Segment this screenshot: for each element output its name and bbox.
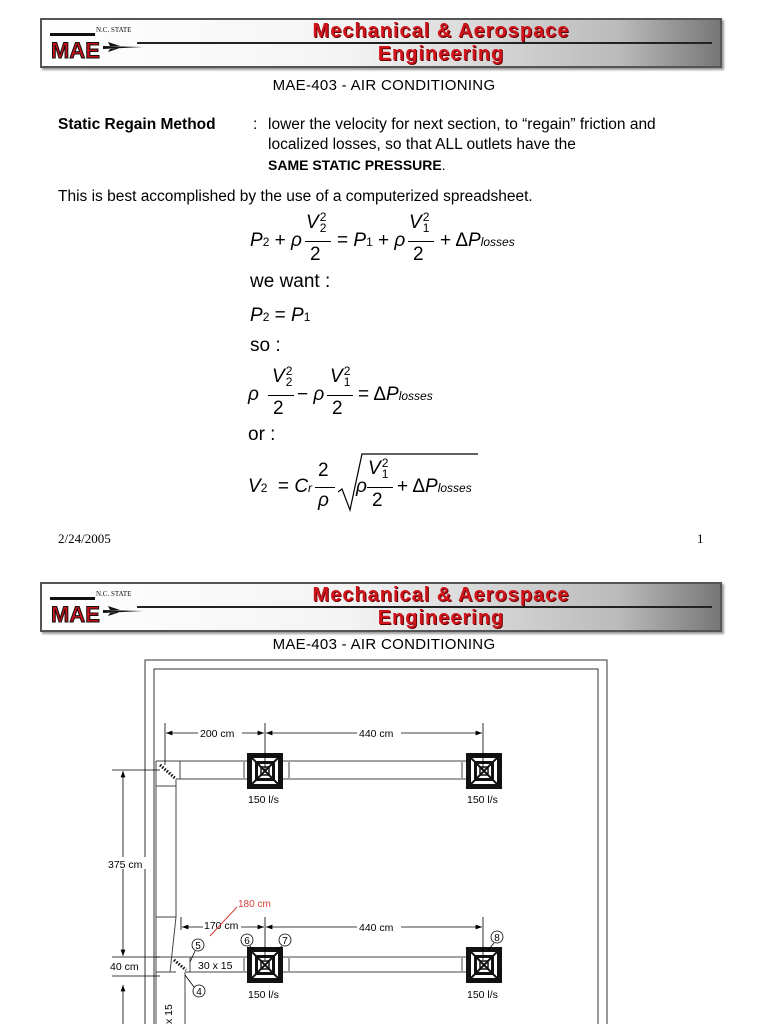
turning-vanes-top [160, 765, 176, 779]
so-label: so : [250, 335, 281, 356]
slide-date: 2/24/2005 [58, 531, 111, 546]
node-label-5: 5 [195, 941, 201, 952]
turning-vanes-bottom [174, 960, 186, 970]
dim-440-cm-top: 440 cm [359, 728, 394, 740]
dim-200-cm: 200 cm [200, 728, 235, 740]
svg-text:MAE: MAE [51, 38, 100, 63]
svg-text:N.C. STATE: N.C. STATE [96, 590, 132, 598]
definition-bold: SAME STATIC PRESSURE [268, 157, 442, 173]
svg-text:N.C. STATE: N.C. STATE [96, 26, 132, 34]
diffuser-icon [466, 753, 502, 789]
definition-end: . [441, 157, 446, 173]
flow-label: 150 l/s [467, 989, 498, 1001]
flow-label: 150 l/s [467, 794, 498, 806]
node-label-6: 6 [244, 936, 250, 947]
or-label: or : [248, 424, 276, 445]
banner-line1: Mechanical & Aerospace [312, 584, 570, 606]
document-page: MAE N.C. STATE Mechanical & Aerospace Engineering MAE-403 - AIR CONDITIONING Static Regain Method : lower the velocity for next section, to “regain” friction and localized losses, so that ALL outlets have the SAME STATIC PRESSURE. This is best accomplished by the use of a computerized spreadsheet. P2 + ρ V 2 2 2 = P1 + ρ V 2 1 2 + ΔPlosses we want : P2 = P1 so : ρ V 2 2 2 − ρ V 2 1 2 = ΔPlosses or : V2 = Cr 2 ρ ρ V 2 1 2 + ΔPlosses 2/24/2005 1 MAE N.C. STATE Mechanical & Aerospace Engineering MAE-403 - AIR CONDITIONING 200 cm 440 cm 440 cm 375 cm 40 cm 170 cm 180 cm 30 x 15 x 15 150 l/s 150 l/s 150 l/s 150 l/s 4 5 6 7 8 [0, 0, 768, 1024]
page-number: 1 [697, 531, 704, 546]
we-want-label: we want : [250, 271, 331, 292]
top-dimensions [112, 723, 483, 1024]
banner-line2: Engineering [377, 607, 505, 629]
svg-text:MAE: MAE [51, 602, 100, 627]
spreadsheet-note: This is best accomplished by the use of a computerized spreadsheet. [58, 188, 533, 205]
term-colon: : [253, 116, 258, 133]
top-branch-duct [156, 761, 502, 779]
dim-170-cm: 170 cm [204, 920, 239, 932]
definition-line1: lower the velocity for next section, to “regain” friction and [268, 116, 656, 133]
flow-label: 150 l/s [248, 794, 279, 806]
slide-title: MAE-403 - AIR CONDITIONING [272, 77, 496, 94]
node-markers [185, 931, 503, 997]
node-label-8: 8 [494, 933, 500, 944]
dim-40-cm: 40 cm [110, 961, 139, 973]
duct-size-label: 30 x 15 [198, 960, 233, 972]
definition-line2: localized losses, so that ALL outlets have the [268, 136, 576, 153]
dim-180-cm-red: 180 cm [238, 899, 271, 910]
slide-title: MAE-403 - AIR CONDITIONING [272, 636, 496, 653]
banner-line2: Engineering [377, 43, 505, 65]
node-label-7: 7 [282, 936, 288, 947]
flow-label: 150 l/s [248, 989, 279, 1001]
equation-p2-equals-p1: P2 = P1 [250, 305, 311, 326]
diffuser-icon [466, 947, 502, 983]
vertical-duct [156, 761, 185, 1024]
dim-440-cm-bottom: 440 cm [359, 922, 394, 934]
node-label-4: 4 [196, 987, 202, 998]
term-label: Static Regain Method [58, 116, 216, 133]
duct-size-vertical: x 15 [163, 1004, 175, 1024]
dim-375-cm: 375 cm [108, 859, 143, 871]
banner-line1: Mechanical & Aerospace [312, 20, 570, 42]
